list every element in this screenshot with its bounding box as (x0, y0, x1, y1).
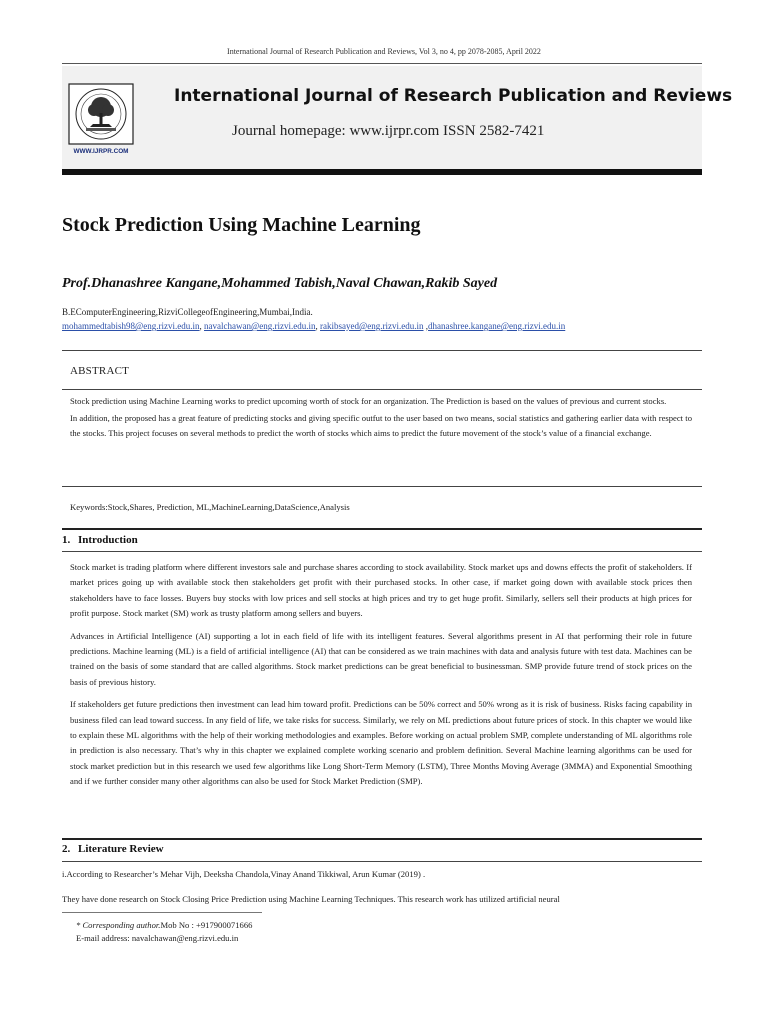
intro-paragraph: If stakeholders get future predictions then investment can lead him toward profit. Predictions can be 50% correct and 50% wrong as it is risk of business. Risks facing capability in business filed can lead toward success. In any field of life, we take risks for success. Similarly, we rely on ML predictions about future prices of stock. In this chapter we would like to explain these ML algorithms with the help of their working methodologies and examples. Before working on actual problem SMP, complete understanding of ML algorithms role in prediction is also necessary. That’s why in this chapter we explained complete working scenario and problem definition. Several Machine learning algorithms can be used for stock market prediction but in this research we used few algorithms like Long Short-Term Memory (LSTM), Three Months Moving Average (3MMA) and Exponential Smoothing and if we further consider many other algorithms can also be used for Stock Market Prediction (SMP). (70, 699, 692, 787)
lit-top-rule (62, 838, 702, 840)
email-link[interactable]: rakibsayed@eng.rizvi.edu.in (320, 321, 424, 331)
abstract-paragraph: Stock prediction using Machine Learning works to predict upcoming worth of stock for an organization. The Prediction is based on the values of previous and current stocks. (70, 396, 667, 406)
lit-heading-rule (62, 861, 702, 862)
email-separator: , (423, 321, 429, 331)
section-title: Introduction (78, 534, 138, 546)
running-head: International Journal of Research Publication and Reviews, Vol 3, no 4, pp 2078-2085, April 2022 (227, 47, 541, 56)
intro-top-rule (62, 528, 702, 530)
abstract-body (70, 394, 692, 443)
email-link[interactable]: dhanashree.kangane@eng.rizvi.edu.in (428, 321, 566, 331)
masthead-thick-rule (62, 169, 702, 175)
email-separator: , (315, 321, 321, 331)
email-separator: , (199, 321, 205, 331)
abstract-heading: ABSTRACT (70, 365, 130, 377)
corresponding-label: * Corresponding author. (76, 920, 161, 930)
lit-line: i.According to Researcher’s Mehar Vijh, Deeksha Chandola,Vinay Anand Tikkiwal, Arun Kumar (2019) . (62, 869, 426, 879)
intro-paragraph: Stock market is trading platform where different investors sale and purchase shares according to stock availability. Stock market ups and downs effects the profit of stakeholders. If market prices going up with available stock then stakeholders get profit with their purchased stocks. In other case, if market going down with available stock prices then stakeholders have to face losses. Buyers buy stocks with low prices and sell stocks at high prices and try to get huge profit. Similarly, sellers sell their products at high prices for profit purpose. Stock market (SM) work as trusty platform among sellers and buyers. (70, 562, 692, 619)
intro-heading-rule (62, 551, 702, 552)
paper-authors: Prof.Dhanashree Kangane,Mohammed Tabish,Naval Chawan,Rakib Sayed (62, 276, 498, 291)
section-heading-introduction (62, 534, 138, 546)
author-emails (62, 321, 565, 331)
author-affiliation: B.EComputerEngineering,RizviCollegeofEngineering,Mumbai,India. (62, 307, 313, 317)
abstract-top-rule (62, 350, 702, 351)
journal-masthead (62, 66, 733, 169)
introduction-body (70, 560, 692, 797)
section-heading-literature-review (62, 843, 164, 855)
intro-paragraph: Advances in Artificial Intelligence (AI) supporting a lot in each field of life with its intelligent features. Several algorithms present in AI that performing their role in future predictions. Machine learning (ML) is a field of artificial intelligence (AI) that can be considered as we train machines with data and analysis future with test data. Machines can be trained on the basis of some standard that are called algorithms. Stock market predictions can be great beneficial to businessman. SMP provide future trend of stock prices on the basis of previous history. (70, 630, 692, 687)
journal-title: International Journal of Research Publication and Reviews (174, 86, 733, 106)
logo-caption: WWW.IJRPR.COM (73, 148, 129, 155)
section-title: Literature Review (78, 843, 164, 855)
keywords-line: Keywords:Stock,Shares, Prediction, ML,MachineLearning,DataScience,Analysis (70, 502, 350, 512)
section-number: 1. (62, 534, 71, 546)
corresponding-author-note (76, 920, 252, 930)
paper-title: Stock Prediction Using Machine Learning (62, 214, 421, 236)
corresponding-email: E-mail address: navalchawan@eng.rizvi.edu.in (76, 933, 239, 943)
keywords-rule (62, 486, 702, 487)
mobile-number: Mob No : +917900071666 (160, 920, 253, 930)
abstract-heading-rule (62, 389, 702, 390)
journal-homepage: Journal homepage: www.ijrpr.com ISSN 2582-7421 (232, 123, 545, 139)
top-thin-rule (62, 63, 702, 64)
email-link[interactable]: navalchawan@eng.rizvi.edu.in (204, 321, 316, 331)
section-number: 2. (62, 843, 71, 855)
email-link[interactable]: mohammedtabish98@eng.rizvi.edu.in (62, 321, 200, 331)
lit-line: They have done research on Stock Closing Price Prediction using Machine Learning Techniques. This research work has utilized artificial neural (62, 894, 560, 904)
footnote-rule (62, 912, 262, 913)
abstract-paragraph: In addition, the proposed has a great feature of predicting stocks and giving specific outfut to the user based on two means, social statistics and gathering earlier data with respect to the stocks. This project focuses on several methods to predict the worth of stocks which aims to predict the future movement of the stock’s value of a financial exchange. (70, 412, 692, 438)
journal-logo-icon (68, 83, 134, 157)
